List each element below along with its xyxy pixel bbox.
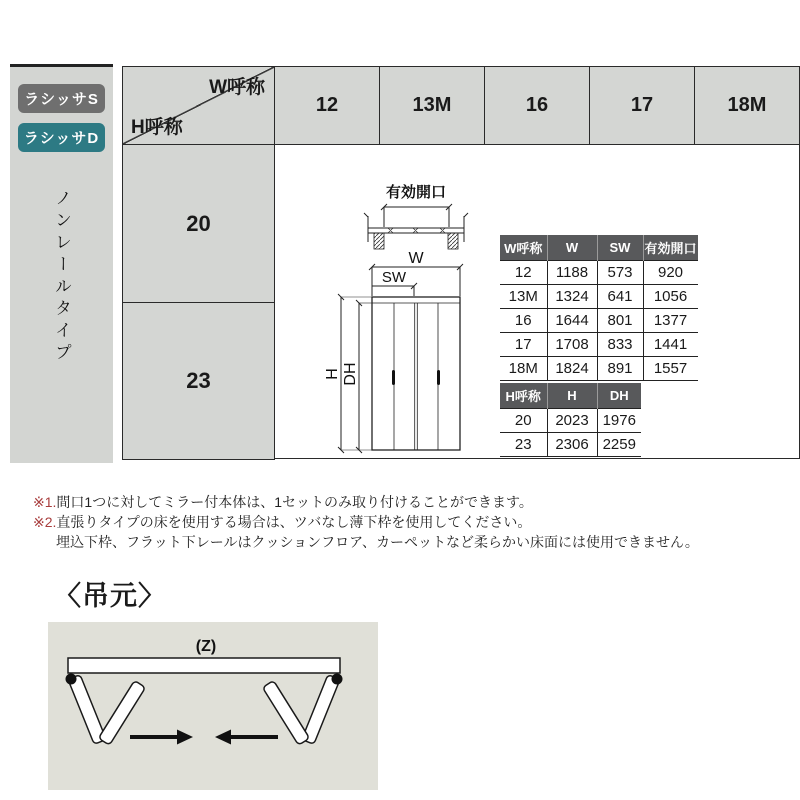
w-column-header-13m: 13M: [379, 66, 485, 145]
table-cell: 801: [597, 309, 643, 333]
h-dimension-label: H: [324, 368, 341, 380]
w-dimension-table: [500, 235, 698, 381]
track-cross-section-diagram: [364, 183, 468, 249]
table-cell: 1188: [547, 261, 597, 285]
door-handle: [437, 370, 440, 385]
note-line-2: [33, 512, 699, 532]
column-header: H: [547, 383, 597, 409]
table-cell: 2306: [547, 433, 597, 457]
product-type-sidebar: [10, 64, 113, 463]
w-column-header-12: 12: [274, 66, 380, 145]
table-cell: 833: [597, 333, 643, 357]
table-cell: 23: [500, 433, 547, 457]
column-header: W: [547, 235, 597, 261]
note-text-3: 埋込下枠、フラット下レールはクッションフロア、カーペットなど柔らかい床面には使用できません。: [56, 534, 699, 550]
series-badge-lasissa-d: [18, 123, 105, 152]
hanging-side-drawing: [48, 622, 378, 790]
hanging-side-title: 〈吊元〉: [54, 581, 166, 611]
table-row: [500, 333, 698, 357]
w-column-header-18m: 18M: [694, 66, 800, 145]
table-row: [500, 285, 698, 309]
hinge-dot: [66, 674, 77, 685]
table-cell: 1324: [547, 285, 597, 309]
w-designation-label: W呼称: [209, 77, 265, 98]
table-cell: 1056: [643, 285, 698, 309]
h-dimension-table: [500, 383, 641, 457]
h-designation-label: H呼称: [131, 117, 183, 138]
door-elevation-diagram: [324, 250, 463, 453]
h-table-header-row: [500, 383, 641, 409]
table-cell: 641: [597, 285, 643, 309]
table-row: [500, 433, 641, 457]
h-row-header-23: 23: [122, 302, 275, 460]
series-badge-label: ラシッサD: [23, 130, 100, 147]
h-row-header-20: 20: [122, 144, 275, 303]
note-text-1: 間口1つに対してミラー付本体は、1セットのみ取り付けることができます。: [56, 494, 533, 510]
table-cell: 573: [597, 261, 643, 285]
arrow-left-icon: [215, 730, 278, 745]
table-cell: 1557: [643, 357, 698, 381]
table-cell: 1708: [547, 333, 597, 357]
folding-door-left: [66, 674, 146, 746]
folding-door-right: [262, 674, 342, 746]
door-handle: [392, 370, 395, 385]
table-cell: 1976: [597, 409, 641, 433]
table-cell: 13M: [500, 285, 547, 309]
column-header: SW: [597, 235, 643, 261]
dh-dimension-label: DH: [342, 362, 359, 386]
table-row: [500, 409, 641, 433]
table-cell: 20: [500, 409, 547, 433]
w-column-header-16: 16: [484, 66, 590, 145]
table-cell: 18M: [500, 357, 547, 381]
w-column-header-17: 17: [589, 66, 695, 145]
series-badge-lasissa-s: [18, 84, 105, 113]
column-header: W呼称: [500, 235, 547, 261]
footnotes: [33, 492, 699, 552]
w-table-header-row: [500, 235, 698, 261]
table-row: [500, 261, 698, 285]
note-text-2: 直張りタイプの床を使用する場合は、ツバなし薄下枠を使用してください。: [56, 514, 532, 530]
column-header: DH: [597, 383, 641, 409]
arrow-right-icon: [130, 730, 193, 745]
note-marker-1: ※1.: [33, 494, 57, 510]
w-dimension-label: W: [408, 250, 424, 267]
note-line-3: [33, 532, 699, 552]
table-cell: 16: [500, 309, 547, 333]
table-cell: 2259: [597, 433, 641, 457]
table-row: [500, 309, 698, 333]
column-header: H呼称: [500, 383, 547, 409]
table-cell: 1644: [547, 309, 597, 333]
table-cell: 891: [597, 357, 643, 381]
note-marker-2: ※2.: [33, 514, 57, 530]
z-label: (Z): [195, 638, 217, 655]
sw-dimension-label: SW: [381, 269, 407, 286]
table-cell: 1824: [547, 357, 597, 381]
track-bar: [68, 658, 340, 673]
table-cell: 1377: [643, 309, 698, 333]
hinge-dot: [332, 674, 343, 685]
series-badge-label: ラシッサS: [24, 91, 99, 108]
table-row: [500, 357, 698, 381]
hanging-side-diagram: [48, 622, 378, 790]
table-cell: 920: [643, 261, 698, 285]
rail-type-label: ノンレールタイプ: [52, 189, 71, 365]
note-line-1: [33, 492, 699, 512]
matrix-corner-cell: [122, 66, 275, 145]
table-cell: 17: [500, 333, 547, 357]
column-header: 有効開口: [643, 235, 698, 261]
table-cell: 12: [500, 261, 547, 285]
table-cell: 2023: [547, 409, 597, 433]
effective-opening-label: 有効開口: [385, 184, 447, 201]
table-cell: 1441: [643, 333, 698, 357]
